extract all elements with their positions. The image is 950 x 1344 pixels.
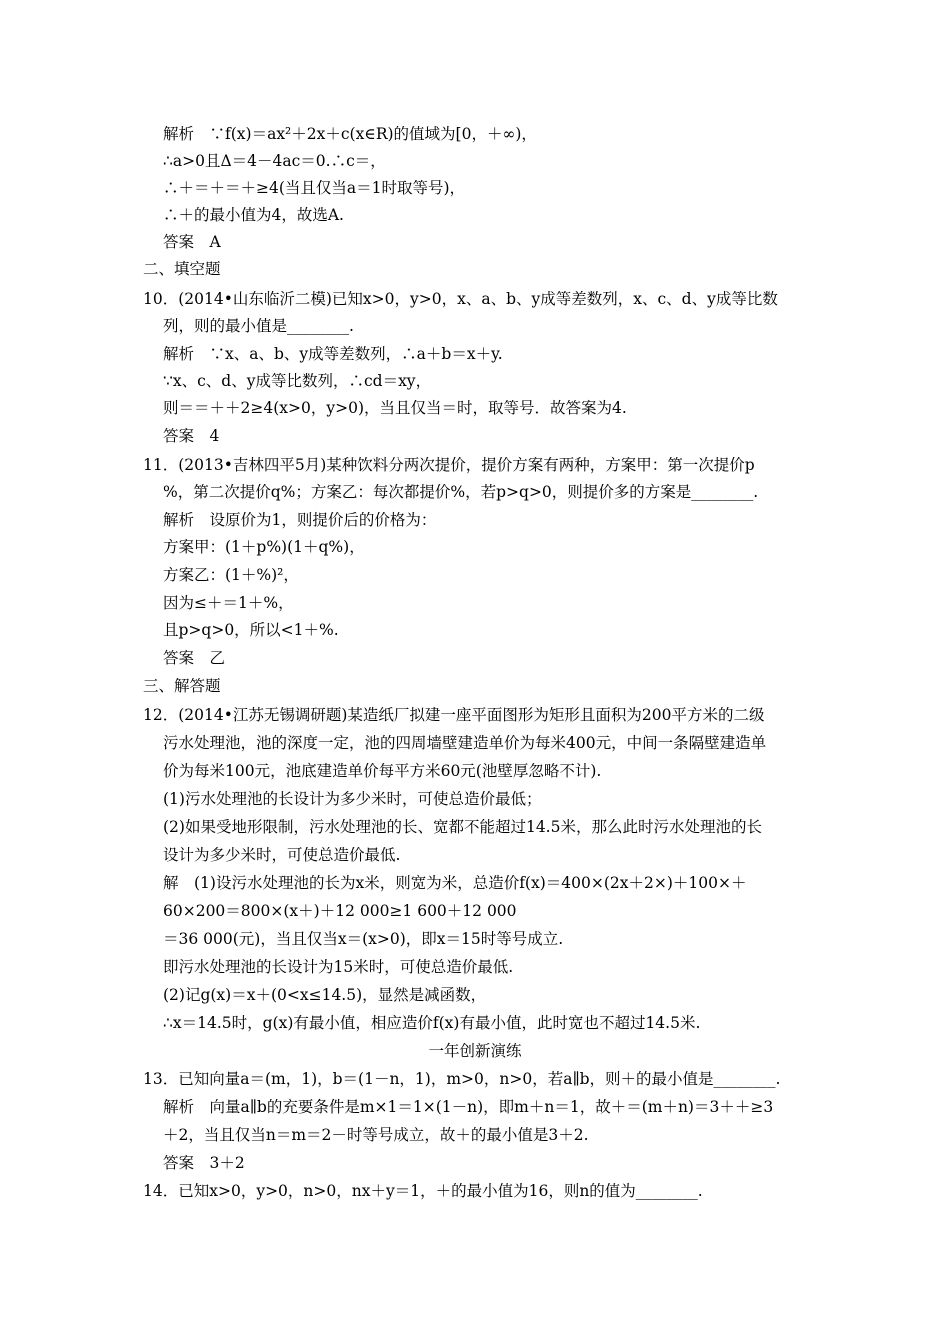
line-01: 解析 ∵f(x)＝ax²＋2x＋c(x∈R)的值域为[0，＋∞)， (163, 125, 537, 143)
problem-10-line-1: 10．(2014•山东临沂二模)已知x>0，y>0，x、a、b、y成等差数列，x、c、d、y成等比数 (143, 290, 778, 308)
line-26: (2)如果受地形限制，污水处理池的长、宽都不能超过14.5米，那么此时污水处理池的长 (163, 818, 762, 836)
line-37: ＋2，当且仅当n＝m＝2－时等号成立，故＋的最小值是3＋2. (163, 1126, 589, 1144)
line-17: 方案乙：(1＋%)²， (163, 566, 299, 584)
line-16: 方案甲：(1＋p%)(1＋q%)， (163, 538, 365, 556)
section-heading-solve: 三、解答题 (143, 677, 221, 695)
section-heading-fill-in: 二、填空题 (143, 260, 221, 278)
line-31: 即污水处理池的长设计为15米时，可使总造价最低. (163, 958, 514, 976)
line-30: ＝36 000(元)，当且仅当x＝(x>0)，即x＝15时等号成立. (163, 930, 564, 948)
line-19: 且p>q>0，所以<1＋%. (163, 621, 339, 639)
problem-12-line-2: 污水处理池，池的深度一定，池的四周墙壁建造单价为每米400元，中间一条隔壁建造单 (163, 734, 767, 752)
line-33: ∴x＝14.5时，g(x)有最小值，相应造价f(x)有最小值，此时宽也不超过14.5米. (163, 1014, 701, 1032)
problem-12-line-3: 价为每米100元，池底建造单价每平方米60元(池壁厚忽略不计). (163, 762, 602, 780)
line-25: (1)污水处理池的长设计为多少米时，可使总造价最低； (163, 790, 542, 808)
line-18: 因为≤＋＝1＋%， (163, 594, 294, 612)
answer-line: 答案 乙 (163, 649, 226, 667)
line-04: ∴＋的最小值为4，故选A. (163, 206, 344, 224)
problem-10-line-2: 列，则的最小值是________. (163, 317, 354, 335)
answer-line: 答案 A (163, 233, 221, 251)
problem-11-line-1: 11．(2013•吉林四平5月)某种饮料分两次提价，提价方案有两种，方案甲：第一次提价p (143, 456, 755, 474)
problem-14-line-1: 14．已知x>0，y>0，n>0，nx＋y＝1，＋的最小值为16，则n的值为________. (143, 1182, 703, 1200)
line-15: 解析 设原价为1，则提价后的价格为： (163, 511, 437, 529)
line-11: 则＝＝＋＋2≥4(x>0，y>0)，当且仅当＝时，取等号．故答案为4. (163, 399, 627, 417)
line-29: 60×200＝800×(x＋)＋12 000≥1 600＋12 000 (163, 902, 517, 920)
line-09: 解析 ∵x、a、b、y成等差数列，∴a＋b＝x＋y. (163, 345, 503, 363)
line-27: 设计为多少米时，可使总造价最低. (163, 846, 401, 864)
problem-11-line-2: %，第二次提价q%；方案乙：每次都提价%，若p>q>0，则提价多的方案是________. (163, 483, 759, 501)
answer-line: 答案 3＋2 (163, 1154, 245, 1172)
section-heading-innovation: 一年创新演练 (428, 1042, 522, 1060)
line-32: (2)记g(x)＝x＋(0<x≤14.5)，显然是减函数， (163, 986, 487, 1004)
line-03: ∴＋＝＋＝＋≥4(当且仅当a＝1时取等号)， (163, 179, 466, 197)
problem-12-line-1: 12．(2014•江苏无锡调研题)某造纸厂拟建一座平面图形为矩形且面积为200平方米的二级 (143, 706, 765, 724)
answer-line: 答案 4 (163, 427, 220, 445)
line-02: ∴a>0且Δ＝4－4ac＝0.∴c＝， (163, 152, 386, 170)
line-28: 解 (1)设污水处理池的长为x米，则宽为米，总造价f(x)＝400×(2x＋2×)＋100×＋ (163, 874, 747, 892)
line-10: ∵x、c、d、y成等比数列，∴cd＝xy， (163, 372, 432, 390)
line-36: 解析 向量a∥b的充要条件是m×1＝1×(1－n)，即m＋n＝1，故＋＝(m＋n)＝3＋＋≥3 (163, 1098, 774, 1116)
problem-13-line-1: 13．已知向量a＝(m，1)，b＝(1－n，1)，m>0，n>0，若a∥b，则＋的最小值是________. (143, 1070, 781, 1088)
